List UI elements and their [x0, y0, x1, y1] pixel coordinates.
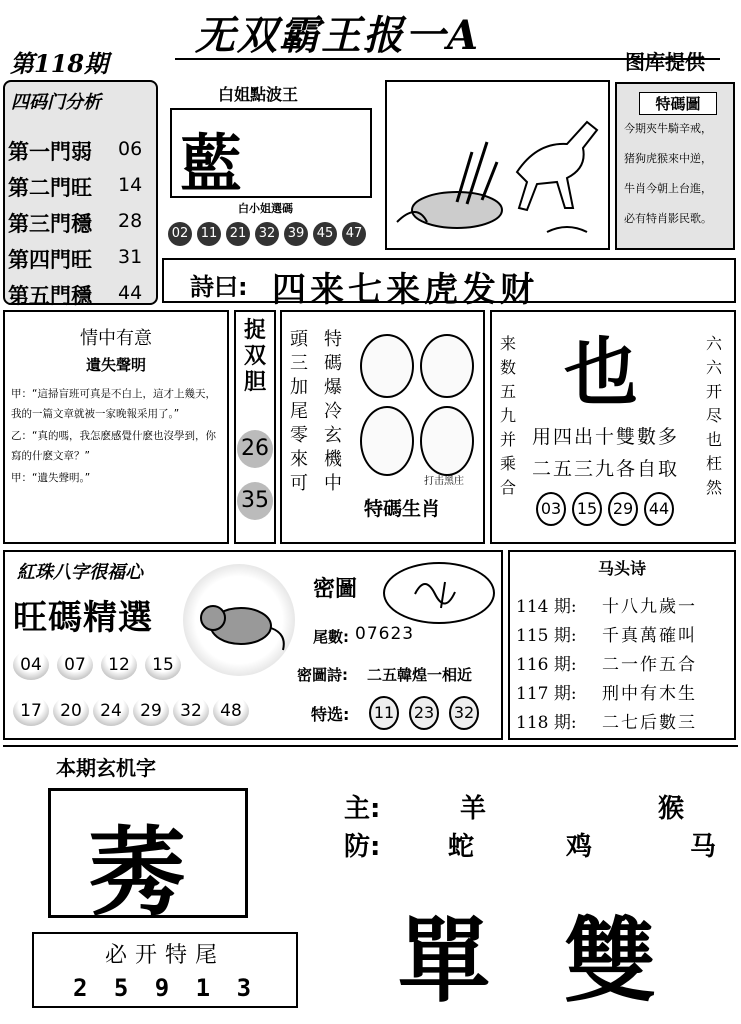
rabbit-icon [420, 334, 474, 398]
story-paragraph: 甲：“遺失聲明。” [11, 472, 91, 484]
main-a: 羊 [460, 794, 487, 824]
door-row-label: 第四門旺 [8, 247, 92, 272]
guard-b: 鸡 [566, 832, 593, 862]
horse-poem-issue: 115 期: [516, 626, 577, 646]
issue-number: 第118期 [10, 49, 109, 78]
special-code-line: 必有特肖影民歌。 [624, 212, 712, 225]
horse-poem-text: 十八九歲一 [602, 597, 697, 617]
machine-zodiac-label: 特碼生肖 [364, 498, 441, 520]
guard-c: 马 [690, 832, 717, 862]
wave-ball: 11 [197, 222, 221, 246]
ye-num: 15 [572, 492, 602, 526]
signature-logo [383, 562, 495, 624]
red-pearl-num: 24 [93, 696, 129, 726]
special-code-title: 特碼圖 [639, 92, 717, 115]
door-analysis-title: 四码门分析 [11, 92, 101, 113]
ye-num: 03 [536, 492, 566, 526]
xuan-title: 本期玄机字 [56, 756, 156, 780]
ox-icon [360, 334, 414, 398]
horse-icon [387, 82, 608, 248]
red-pearl-num: 07 [57, 650, 93, 680]
horse-poem-title: 马头诗 [597, 559, 646, 578]
ye-num: 44 [644, 492, 674, 526]
tail-nums-big: 2 5 9 1 3 [72, 974, 258, 1002]
machine-note: 打击黑庄 [424, 476, 464, 487]
story-paragraph: 甲：“這掃盲班可真是不白上，這才上幾天，我的一篇文章就被一家晚報采用了。” [11, 388, 216, 420]
red-pearl-big: 旺碼精選 [13, 598, 153, 638]
door-row-label: 第一門弱 [8, 139, 92, 164]
ye-left-col: 来数五九并乘合 [500, 334, 517, 497]
wave-ball: 02 [168, 222, 192, 246]
ye-line-1: 用四出十雙數多 [532, 426, 680, 448]
tail-box [32, 932, 298, 1008]
horse-small-icon [360, 406, 414, 476]
catch-title: 捉双胆 [243, 318, 266, 395]
red-pearl-num: 20 [53, 696, 89, 726]
secret-poem: 二五韓煌一相近 [367, 666, 473, 684]
door-row-num: 06 [118, 138, 143, 160]
wave-color-char: 藍 [180, 127, 243, 200]
red-pearl-num: 48 [213, 696, 249, 726]
catch-num-2: 35 [237, 482, 273, 520]
guard-a: 蛇 [448, 832, 475, 862]
catch-panel [234, 310, 276, 544]
machine-panel [280, 310, 485, 544]
special-code-line: 今期夾牛騎辛戒， [624, 122, 712, 135]
secret-poem-label: 密圖詩: [297, 666, 348, 684]
horse-poem-issue: 116 期: [516, 655, 577, 675]
horse-poem-issue: 118 期: [516, 713, 577, 733]
red-pearl-num: 29 [133, 696, 169, 726]
ye-num: 29 [608, 492, 638, 526]
horse-poem-issue: 117 期: [516, 684, 577, 704]
ye-char: 也 [564, 330, 638, 416]
main-b: 猴 [658, 794, 685, 824]
machine-col-2: 特碼爆冷玄機中 [324, 329, 342, 494]
horse-picture [385, 80, 610, 250]
red-pearl-title: 紅珠八字很福心 [17, 562, 143, 583]
main-label: 主: [344, 794, 381, 824]
poem-label: 詩曰: [190, 273, 248, 301]
xuan-box [48, 788, 248, 929]
special-code-line: 猪狗虎猴來中逆， [624, 152, 712, 165]
red-pearl-num: 12 [101, 650, 137, 680]
xuan-char: 莠 [89, 816, 185, 929]
catch-num-1: 26 [237, 430, 273, 468]
door-row-label: 第二門旺 [8, 175, 92, 200]
ye-panel [490, 310, 736, 544]
special-label: 特选: [311, 705, 350, 724]
rat-icon [183, 564, 295, 676]
special-num: 23 [409, 696, 439, 730]
special-num: 32 [449, 696, 479, 730]
red-pearl-num: 32 [173, 696, 209, 726]
special-code-line: 牛肖今朝上台進， [624, 182, 712, 195]
provider-label: 图库提供 [625, 50, 705, 74]
machine-col-1: 頭三加尾零來可 [290, 329, 308, 494]
page-title: 无双霸王报一A [195, 12, 481, 59]
goat-icon [420, 406, 474, 476]
red-pearl-num: 15 [145, 650, 181, 680]
horse-poem-text: 二七后數三 [602, 713, 697, 733]
story-subtitle: 遺失聲明 [85, 356, 146, 374]
wave-sub: 白小姐選碼 [238, 202, 293, 215]
tail-title: 必开特尾 [104, 943, 225, 968]
story-title: 情中有意 [80, 328, 152, 349]
horse-poem-text: 二一作五合 [602, 655, 697, 675]
horse-poem-text: 刑中有木生 [602, 684, 697, 704]
double-char: 雙 [564, 907, 657, 1015]
rat-picture [183, 564, 295, 676]
door-row-num: 28 [118, 210, 143, 232]
tail-label: 尾數: [313, 628, 349, 646]
door-row-label: 第五門穩 [8, 283, 92, 308]
wave-color-box [170, 108, 372, 198]
wave-ball: 45 [313, 222, 337, 246]
wave-ball: 39 [284, 222, 308, 246]
door-row-num: 31 [118, 246, 143, 268]
single-char: 單 [398, 907, 491, 1015]
story-panel [3, 310, 229, 544]
ye-right-col: 六六开尽也枉然 [706, 334, 723, 497]
ye-line-2: 二五三九各自取 [532, 458, 680, 480]
wave-ball: 21 [226, 222, 250, 246]
wave-ball: 47 [342, 222, 366, 246]
horse-poem-panel [508, 550, 736, 740]
door-row-num: 14 [118, 174, 143, 196]
wave-title: 白姐點波王 [218, 85, 299, 104]
special-num: 11 [369, 696, 399, 730]
horse-poem-issue: 114 期: [516, 597, 577, 617]
horse-poem-text: 千真萬確叫 [602, 626, 697, 646]
door-row-label: 第三門穩 [8, 211, 92, 236]
red-pearl-num: 17 [13, 696, 49, 726]
tail-nums: 07623 [355, 624, 415, 644]
door-row-num: 44 [118, 282, 143, 304]
secret-title: 密圖 [313, 577, 358, 602]
guard-label: 防: [344, 832, 381, 862]
red-pearl-num: 04 [13, 650, 49, 680]
story-paragraph: 乙：“真的嗎，我怎麽感覺什麽也沒學到，你寫的什麽文章？” [11, 430, 216, 462]
red-pearl-panel [3, 550, 503, 740]
wave-ball: 32 [255, 222, 279, 246]
poem-text: 四来七来虎发财 [272, 270, 538, 310]
poem-bar [162, 258, 736, 310]
